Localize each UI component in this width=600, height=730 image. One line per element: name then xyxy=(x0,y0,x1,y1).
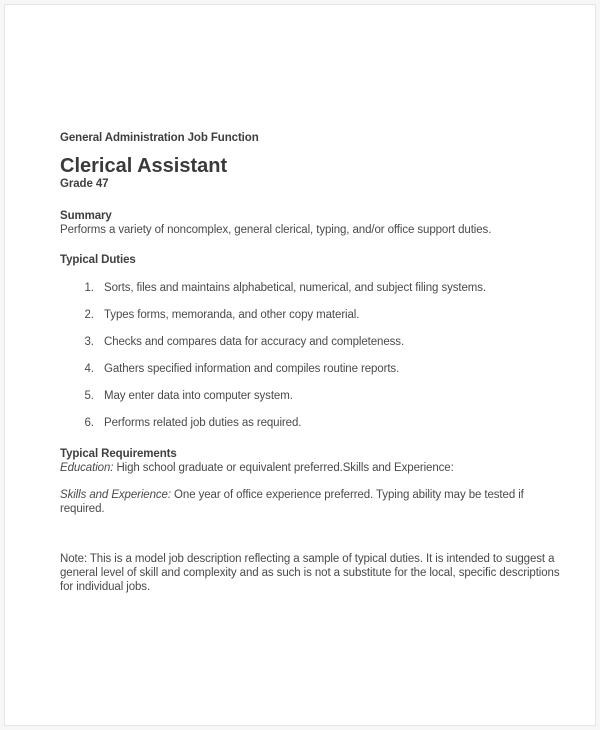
document-page xyxy=(4,4,596,726)
education-line xyxy=(60,461,564,475)
note-paragraph: Note: This is a model job description reflecting a sample of typical duties. It is intended to suggest a general level of skill and complexity and as such is not a substitute for the local, specific descriptions for individual jobs. xyxy=(60,553,560,593)
skills-label: Skills and Experience: xyxy=(60,489,171,501)
duty-item: 1. Sorts, files and maintains alphabetical, numerical, and subject filing systems. xyxy=(97,281,564,295)
job-title: Clerical Assistant xyxy=(60,155,228,177)
skills-line xyxy=(60,488,564,516)
education-text: High school graduate or equivalent preferred.Skills and Experience: xyxy=(113,462,454,474)
summary-heading: Summary xyxy=(60,210,112,222)
document-content xyxy=(5,5,595,594)
duty-item: 5. May enter data into computer system. xyxy=(97,389,564,403)
requirements-heading: Typical Requirements xyxy=(60,448,177,460)
grade-label: Grade 47 xyxy=(60,178,109,190)
duties-list xyxy=(60,281,564,430)
job-function-heading: General Administration Job Function xyxy=(60,132,259,144)
duties-heading: Typical Duties xyxy=(60,254,136,266)
summary-text: Performs a variety of noncomplex, general clerical, typing, and/or office support duties. xyxy=(60,224,492,236)
duty-item: 4. Gathers specified information and compiles routine reports. xyxy=(97,362,564,376)
education-label: Education: xyxy=(60,462,114,474)
duty-item: 3. Checks and compares data for accuracy and completeness. xyxy=(97,335,564,349)
duty-item: 2. Types forms, memoranda, and other copy material. xyxy=(97,308,564,322)
duty-item: 6. Performs related job duties as required. xyxy=(97,416,564,430)
skills-text: One year of office experience preferred. Typing ability may be tested if required. xyxy=(60,489,524,515)
